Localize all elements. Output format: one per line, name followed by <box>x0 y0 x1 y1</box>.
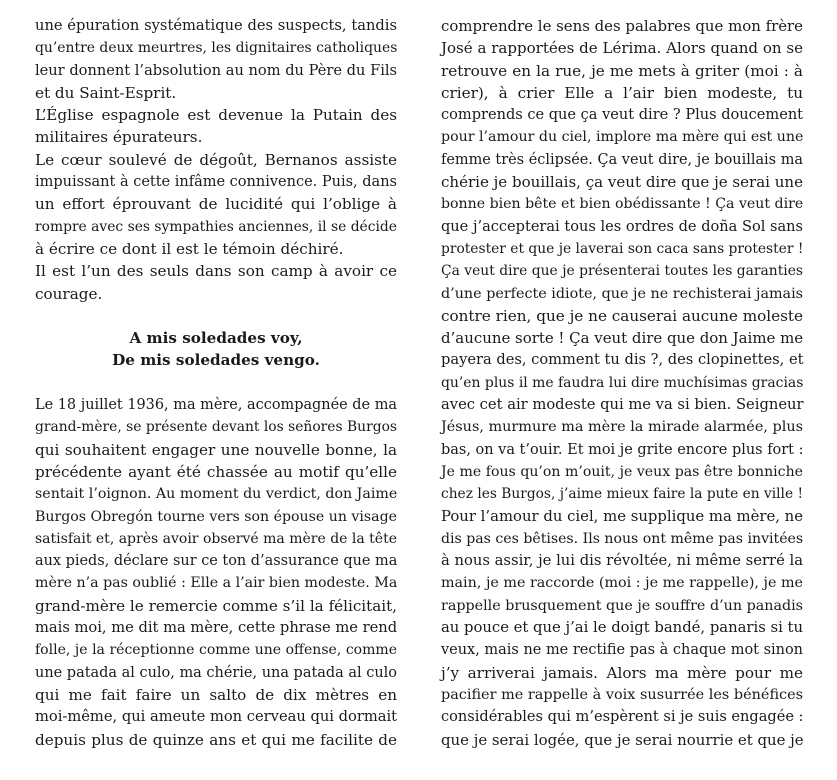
text-line: j’y arriverai jamais. Alors ma mère pour me <box>441 663 803 682</box>
epigraph-line: A mis soledades voy, <box>129 329 303 348</box>
paragraph-continuation <box>441 15 803 751</box>
text-line: bas, on va t’ouir. Et moi je grite encore plus fort : <box>441 441 804 458</box>
text-line: Burgos Obregón tourne vers son épouse un visage <box>35 508 397 525</box>
text-line: grand-mère le remercie comme s’il la félicitait, <box>35 596 397 615</box>
text-line: que j’accepterai tous les ordres de doña Sol sans <box>441 217 803 235</box>
text-line: main, je me raccorde (moi : je me rappelle), je me <box>441 575 803 592</box>
text-line: à écrire ce dont il est le témoin déchiré. <box>35 239 344 258</box>
text-line: mais moi, me dit ma mère, cette phrase me rend <box>35 619 398 637</box>
text-line: leur donnent l’absolution au nom du Père du Fils <box>35 61 397 79</box>
text-line: que je serai logée, que je serai nourrie et que je <box>441 730 804 749</box>
text-line: militaires épurateurs. <box>35 128 203 147</box>
text-line: dis pas ces bêtises. Ils nous ont même pas invitées <box>441 530 804 547</box>
text-line: protester et que je laverai son caca sans protester ! <box>441 240 804 257</box>
text-line: L’Église espagnole est devenue la Putain des <box>35 106 397 125</box>
text-line: un effort éprouvant de lucidité qui l’oblige à <box>35 195 397 214</box>
paragraph-church <box>35 104 397 149</box>
text-line: José a rapportées de Lérima. Alors quand on se <box>441 39 803 58</box>
text-line: retrouve en la rue, je me mets à griter (moi : à <box>441 61 803 80</box>
spacer <box>35 372 397 394</box>
text-line: veux, mais ne me rectifie pas à chaque mot sinon <box>441 642 803 659</box>
text-line: chez les Burgos, j’aime mieux faire la pute en ville ! <box>441 486 803 503</box>
text-line: d’une perfecte idiote, que je ne rechisterai jamais <box>441 285 803 302</box>
text-line: qui me fait faire un salto de dix mètres en <box>35 685 397 704</box>
text-line: et du Saint-Esprit. <box>35 83 177 102</box>
text-line: comprends ce que ça veut dire ? Plus doucement <box>441 106 804 124</box>
epigraph-line: De mis soledades vengo. <box>112 351 320 370</box>
text-line: rappelle brusquement que je souffre d’un panadis <box>441 597 803 614</box>
text-line: Il est l’un des seuls dans son camp à avoir ce <box>35 262 397 281</box>
text-line: Ça veut dire que je présenterai toutes les garanties <box>441 263 803 280</box>
text-line: comprendre le sens des palabres que mon frère <box>441 17 803 35</box>
text-line: une patada al culo, ma chérie, una patada al culo <box>35 664 397 681</box>
text-line: mère n’a pas oublié : Elle a l’air bien modeste. Ma <box>35 575 398 592</box>
text-line: depuis plus de quinze ans et qui me facilite de <box>35 730 397 749</box>
text-line: chérie je bouillais, ça veut dire que je serai une <box>441 173 803 192</box>
spacer <box>35 305 397 327</box>
right-column <box>441 15 803 751</box>
text-line: qu’en plus il me faudra lui dire muchísimas gracias <box>441 374 804 391</box>
text-line: courage. <box>35 284 103 303</box>
text-line: impuissant à cette infâme connivence. Puis, dans <box>35 174 397 191</box>
text-line: d’aucune sorte ! Ça veut dire que don Jaime me <box>441 329 804 348</box>
text-line: grand-mère, se présente devant los señores Burgos <box>35 419 398 436</box>
text-line: pacifier me rappelle à voix susurrée les bénéfices <box>441 686 803 703</box>
text-line: Pour l’amour du ciel, me supplique ma mère, ne <box>441 507 803 525</box>
text-line: folle, je la réceptionne comme une offense, comme <box>35 642 397 659</box>
text-line: qui souhaitent engager une nouvelle bonne, la <box>35 440 397 459</box>
text-line: contre rien, que je ne causerai aucune moleste <box>441 306 803 325</box>
text-line: Jésus, murmure ma mère la mirade alarmée, plus <box>441 419 803 436</box>
text-line: bonne bien bête et bien obédissante ! Ça veut dire <box>441 196 804 213</box>
text-line: moi-même, qui ameute mon cerveau qui dormait <box>35 708 398 726</box>
left-column <box>35 15 397 751</box>
text-line: Le cœur soulevé de dégoût, Bernanos assiste <box>35 150 397 169</box>
text-line: crier), à crier Elle a l’air bien modeste, tu <box>441 83 803 102</box>
text-line: rompre avec ses sympathies anciennes, il se décide <box>35 218 397 235</box>
text-line: sentait l’oignon. Au moment du verdict, don Jaime <box>35 486 398 503</box>
text-line: payera des, comment tu dis ?, des clopinettes, et <box>441 351 804 369</box>
text-line: à nous assir, je lui dis révoltée, ni même serré la <box>441 552 803 570</box>
text-line: qu’entre deux meurtres, les dignitaires catholiques <box>35 40 398 57</box>
paragraph-july-1936 <box>35 394 397 751</box>
text-line: précédente ayant été chassée au motif qu’elle <box>35 462 397 481</box>
text-line: aux pieds, déclare sur ce ton d’assurance que ma <box>35 553 398 570</box>
text-line: avec cet air modeste qui me va si bien. Seigneur <box>441 396 804 414</box>
text-line: Le 18 juillet 1936, ma mère, accompagnée de ma <box>35 397 397 414</box>
text-line: Je me fous qu’on m’ouit, je veux pas être bonniche <box>441 463 803 480</box>
paragraph-courage <box>35 260 397 305</box>
paragraph-bernanos <box>35 149 397 260</box>
text-line: une épuration systématique des suspects, tandis <box>35 17 397 34</box>
paragraph-purge <box>35 15 397 104</box>
text-line: satisfait et, après avoir observé ma mère de la tête <box>35 530 397 547</box>
text-line: considérables qui m’espèrent si je suis engagée : <box>441 708 804 726</box>
text-line: au pouce et que j’ai le doigt bandé, panaris si tu <box>441 619 803 637</box>
text-line: femme très éclipsée. Ça veut dire, je bouillais ma <box>441 151 803 168</box>
text-line: pour l’amour du ciel, implore ma mère qui est une <box>441 129 804 146</box>
epigraph <box>35 327 397 372</box>
